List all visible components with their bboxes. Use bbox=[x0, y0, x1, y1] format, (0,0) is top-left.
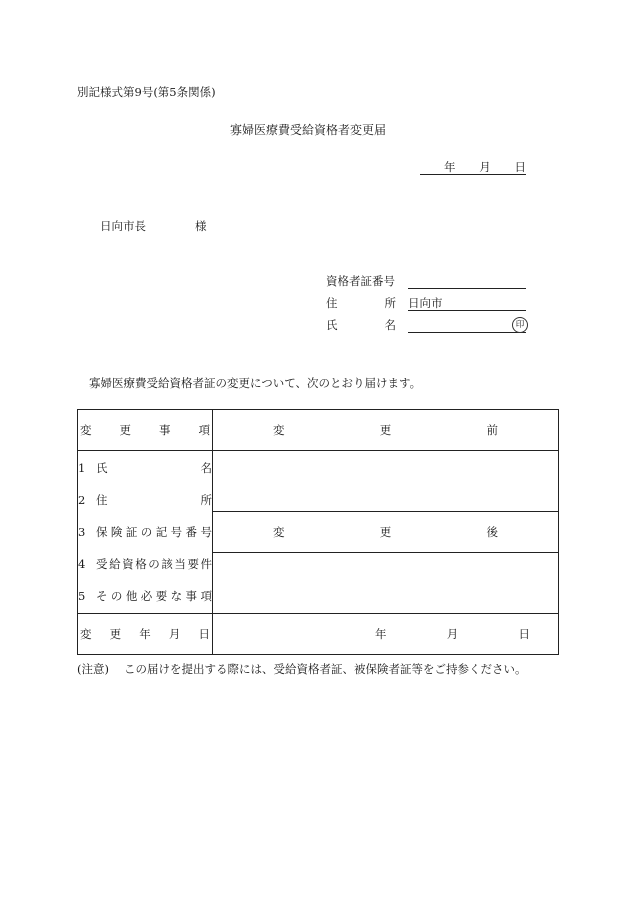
cert-number-label: 資格者証番号 bbox=[326, 274, 395, 288]
name-label: 氏 名 bbox=[326, 318, 396, 332]
date-month: 月 bbox=[479, 160, 491, 174]
seal-mark: 印 bbox=[512, 317, 528, 333]
addressee-honorific: 様 bbox=[195, 219, 207, 233]
submission-date[interactable] bbox=[420, 160, 526, 175]
form-number: 別記様式第9号(第5条関係) bbox=[77, 85, 216, 99]
change-table bbox=[77, 409, 559, 655]
date-year: 年 bbox=[444, 160, 456, 174]
change-date-value-cell[interactable]: 年 月 日 bbox=[213, 614, 559, 655]
addressee-name: 日向市長 bbox=[100, 219, 146, 233]
note-label: (注意) bbox=[77, 662, 109, 676]
before-header-cell: 変 更 前 bbox=[213, 410, 559, 451]
date-day: 日 bbox=[514, 160, 526, 174]
note-text: この届けを提出する際には、受給資格者証、被保険者証等をご持参ください。 bbox=[124, 662, 527, 676]
before-value-cell[interactable] bbox=[213, 451, 559, 512]
change-items-cell bbox=[78, 451, 213, 614]
items-header-cell: 変 更 事 項 bbox=[78, 410, 213, 451]
after-value-cell[interactable] bbox=[213, 553, 559, 614]
cert-number-field[interactable] bbox=[408, 274, 526, 289]
item-4[interactable]: 4 受 給 資 格 の 該 当 要 件 bbox=[78, 557, 212, 571]
change-date-label-cell: 変 更 年 月 日 bbox=[78, 614, 213, 655]
item-5[interactable]: 5 そ の 他 必 要 な 事 項 bbox=[78, 589, 212, 603]
form-title: 寡婦医療費受給資格者変更届 bbox=[230, 123, 387, 137]
item-3[interactable]: 3 保 険 証 の 記 号 番 号 bbox=[78, 525, 212, 539]
intro-text: 寡婦医療費受給資格者証の変更について、次のとおり届けます。 bbox=[89, 376, 422, 390]
address-field[interactable]: 日向市 bbox=[408, 296, 526, 311]
item-1[interactable]: 1 氏 名 bbox=[78, 461, 212, 475]
address-label: 住 所 bbox=[326, 296, 396, 310]
name-field[interactable] bbox=[408, 318, 526, 333]
item-2[interactable]: 2 住 所 bbox=[78, 493, 212, 507]
after-header-cell: 変 更 後 bbox=[213, 512, 559, 553]
